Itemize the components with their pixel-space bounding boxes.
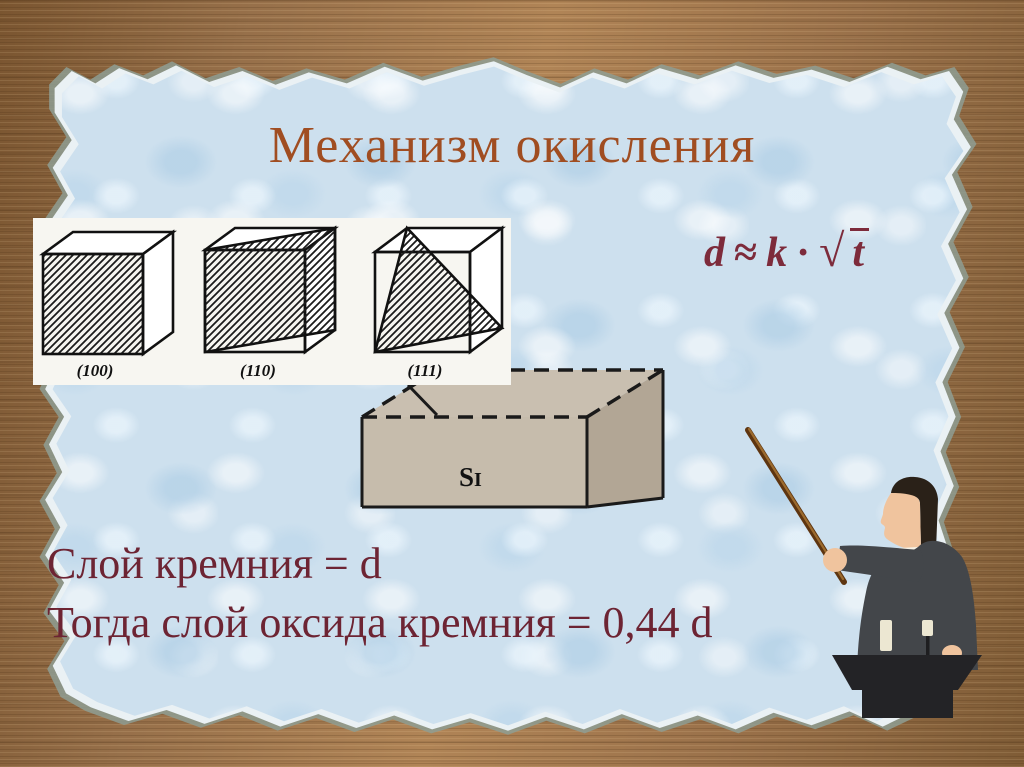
- formula-dot-operator: ·: [796, 230, 811, 276]
- cube-100: [43, 232, 173, 354]
- plane-label-111: (111): [407, 361, 443, 380]
- formula-approx-sign: ≈: [734, 230, 758, 276]
- presenter-hand: [823, 548, 847, 572]
- podium: [832, 655, 982, 718]
- body-text-line-1: Слой кремния = d: [47, 539, 382, 588]
- radical-sign: √: [819, 225, 845, 276]
- formula-coefficient: k: [766, 230, 788, 276]
- slide-title: Механизм окисления: [268, 117, 756, 174]
- presenter-drawing: [740, 420, 1000, 740]
- silicon-label-small: I: [474, 469, 482, 491]
- silicon-label-cap: S: [459, 462, 475, 492]
- formula-lhs: d: [704, 230, 725, 276]
- slab-front-face: [362, 417, 587, 507]
- cube-110: [205, 228, 335, 352]
- cube-111: [375, 228, 502, 352]
- body-text-line-2: Тогда слой оксида кремния = 0,44 d: [47, 598, 713, 647]
- crystal-planes-drawing: [33, 218, 511, 385]
- presenter-clipart: [740, 420, 1000, 740]
- presenter-face: [881, 493, 921, 549]
- crystal-planes-figure: [33, 218, 511, 385]
- formula-radicand: t: [850, 228, 869, 275]
- plane-label-110: (110): [240, 361, 276, 380]
- plane-label-100: (100): [76, 361, 114, 380]
- oxidation-formula: [704, 224, 869, 277]
